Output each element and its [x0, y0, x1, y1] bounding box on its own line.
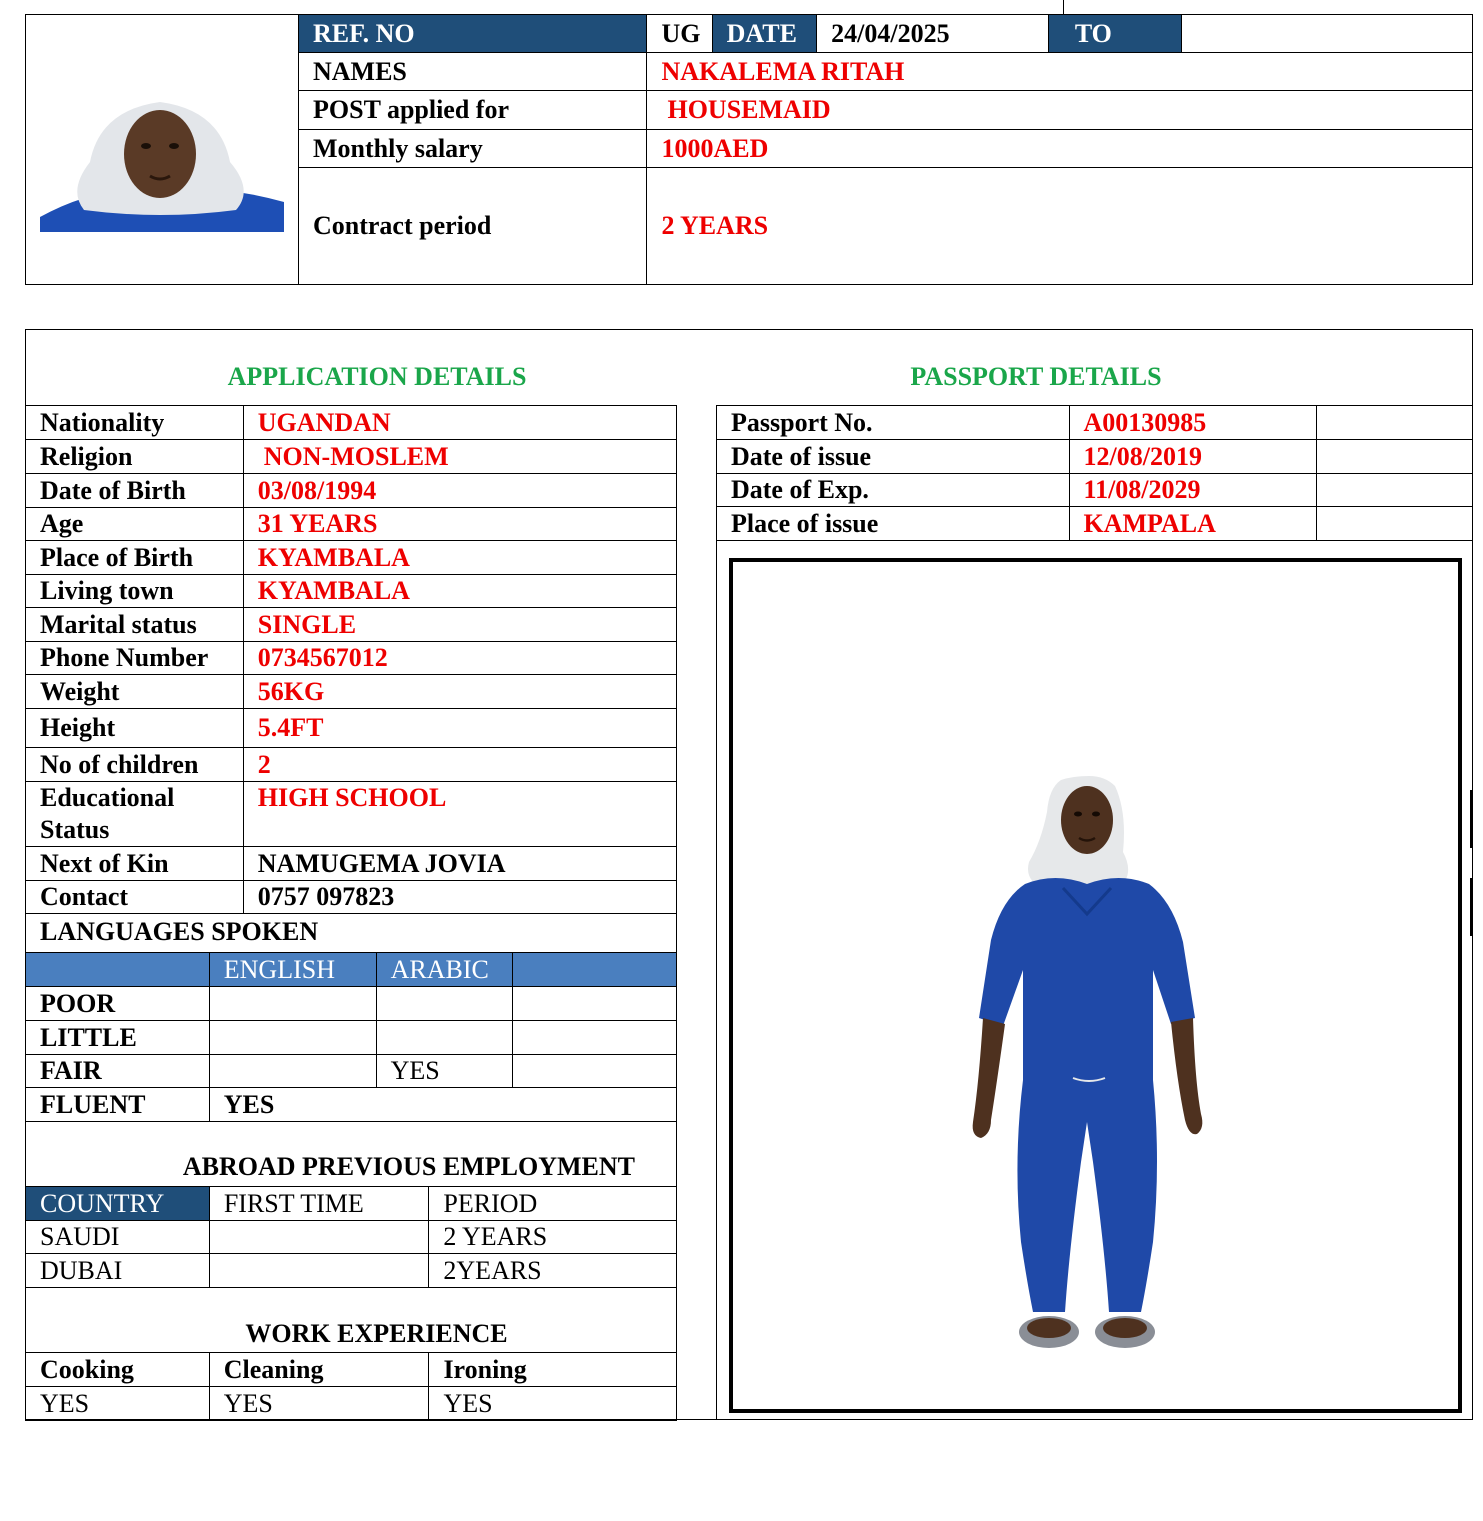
row-label: Marital status — [26, 608, 244, 642]
next-of-kin-value: NAMUGEMA JOVIA — [243, 847, 676, 881]
languages-title: LANGUAGES SPOKEN — [25, 914, 677, 953]
passport-label: Place of issue — [717, 507, 1070, 541]
top-divider-line — [1063, 0, 1064, 14]
employment-country: SAUDI — [26, 1221, 210, 1254]
languages-table — [25, 952, 677, 1122]
salary-label: Monthly salary — [299, 130, 647, 168]
application-table — [25, 405, 677, 914]
lang-extra — [512, 1021, 676, 1055]
passport-table — [716, 405, 1473, 541]
lang-header-arabic: ARABIC — [376, 953, 512, 987]
row-label: Next of Kin — [26, 847, 244, 881]
employment-first — [209, 1254, 429, 1288]
lang-extra — [512, 987, 676, 1021]
row-value: NON-MOSLEM — [243, 440, 676, 474]
full-body-photo-frame — [729, 558, 1462, 1413]
row-label: Phone Number — [26, 642, 244, 675]
lang-arabic — [376, 1021, 512, 1055]
row-value: 2 — [243, 748, 676, 782]
lang-english — [209, 987, 376, 1021]
lang-header-english: ENGLISH — [209, 953, 376, 987]
work-value: YES — [26, 1387, 210, 1421]
lang-header-blank — [26, 953, 210, 987]
passport-extra — [1317, 474, 1473, 507]
row-value: UGANDAN — [243, 406, 676, 440]
full-body-photo — [733, 562, 1458, 1409]
to-label: TO — [1048, 15, 1181, 53]
center-gap-column — [676, 405, 717, 1420]
passport-value: 12/08/2019 — [1069, 440, 1317, 474]
post-label: POST applied for — [299, 91, 647, 130]
header-table — [298, 14, 1473, 285]
right-edge-mark — [1470, 878, 1473, 936]
to-value — [1181, 15, 1472, 53]
row-label: Height — [26, 709, 244, 748]
work-value: YES — [209, 1387, 429, 1421]
row-label: Weight — [26, 675, 244, 709]
employment-table — [25, 1186, 677, 1288]
lang-level: LITTLE — [26, 1021, 210, 1055]
row-value: 5.4FT — [243, 709, 676, 748]
row-value: KYAMBALA — [243, 575, 676, 608]
row-value: SINGLE — [243, 608, 676, 642]
date-value: 24/04/2025 — [817, 15, 1049, 53]
application-details-title: APPLICATION DETAILS — [227, 362, 527, 391]
employment-title: ABROAD PREVIOUS EMPLOYMENT — [25, 1120, 677, 1187]
passport-label: Date of issue — [717, 440, 1070, 474]
names-value: NAKALEMA RITAH — [647, 53, 1473, 91]
employment-header: FIRST TIME — [209, 1187, 429, 1221]
lang-english — [209, 1021, 376, 1055]
lang-level: FAIR — [26, 1055, 210, 1088]
row-value: KYAMBALA — [243, 541, 676, 575]
passport-extra — [1317, 440, 1473, 474]
row-value: 31 YEARS — [243, 508, 676, 541]
row-label: Religion — [26, 440, 244, 474]
passport-value: A00130985 — [1069, 406, 1317, 440]
work-experience-table — [25, 1352, 677, 1421]
names-label: NAMES — [299, 53, 647, 91]
passport-value: KAMPALA — [1069, 507, 1317, 541]
passport-label: Passport No. — [717, 406, 1070, 440]
passport-extra — [1317, 507, 1473, 541]
contract-value: 2 YEARS — [647, 168, 1473, 285]
row-value: 0734567012 — [243, 642, 676, 675]
work-experience-title: WORK EXPERIENCE — [25, 1287, 677, 1353]
portrait-photo — [40, 92, 284, 232]
row-value: 03/08/1994 — [243, 474, 676, 508]
row-label: Age — [26, 508, 244, 541]
lang-level: POOR — [26, 987, 210, 1021]
ref-no-label: REF. NO — [299, 15, 647, 53]
lang-english — [209, 1055, 376, 1088]
lang-english: YES — [209, 1088, 676, 1122]
row-label: Date of Birth — [26, 474, 244, 508]
row-label: No of children — [26, 748, 244, 782]
passport-label: Date of Exp. — [717, 474, 1070, 507]
row-label: Educational Status — [26, 782, 244, 847]
salary-value: 1000AED — [647, 130, 1473, 168]
work-header: Cleaning — [209, 1353, 429, 1387]
work-header: Cooking — [26, 1353, 210, 1387]
lang-arabic: YES — [376, 1055, 512, 1088]
row-label: Living town — [26, 575, 244, 608]
date-label: DATE — [712, 15, 817, 53]
lang-extra — [512, 1055, 676, 1088]
employment-period: 2YEARS — [429, 1254, 677, 1288]
header-photo-cell — [25, 14, 299, 285]
lang-level: FLUENT — [26, 1088, 210, 1122]
row-value: HIGH SCHOOL — [243, 782, 676, 847]
lang-arabic — [376, 987, 512, 1021]
employment-header: PERIOD — [429, 1187, 677, 1221]
passport-extra — [1317, 406, 1473, 440]
row-label: Contact — [26, 881, 244, 914]
post-value: HOUSEMAID — [647, 91, 1473, 130]
ug-code: UG — [647, 15, 712, 53]
row-label: Place of Birth — [26, 541, 244, 575]
work-value: YES — [429, 1387, 677, 1421]
passport-value: 11/08/2029 — [1069, 474, 1317, 507]
row-value: 56KG — [243, 675, 676, 709]
employment-header: COUNTRY — [26, 1187, 210, 1221]
lang-header-extra — [512, 953, 676, 987]
contract-label: Contract period — [299, 168, 647, 285]
employment-period: 2 YEARS — [429, 1221, 677, 1254]
passport-details-title: PASSPORT DETAILS — [910, 362, 1162, 391]
employment-first — [209, 1221, 429, 1254]
employment-country: DUBAI — [26, 1254, 210, 1288]
row-label: Nationality — [26, 406, 244, 440]
contact-value: 0757 097823 — [243, 881, 676, 914]
work-header: Ironing — [429, 1353, 677, 1387]
right-edge-mark — [1470, 790, 1473, 848]
